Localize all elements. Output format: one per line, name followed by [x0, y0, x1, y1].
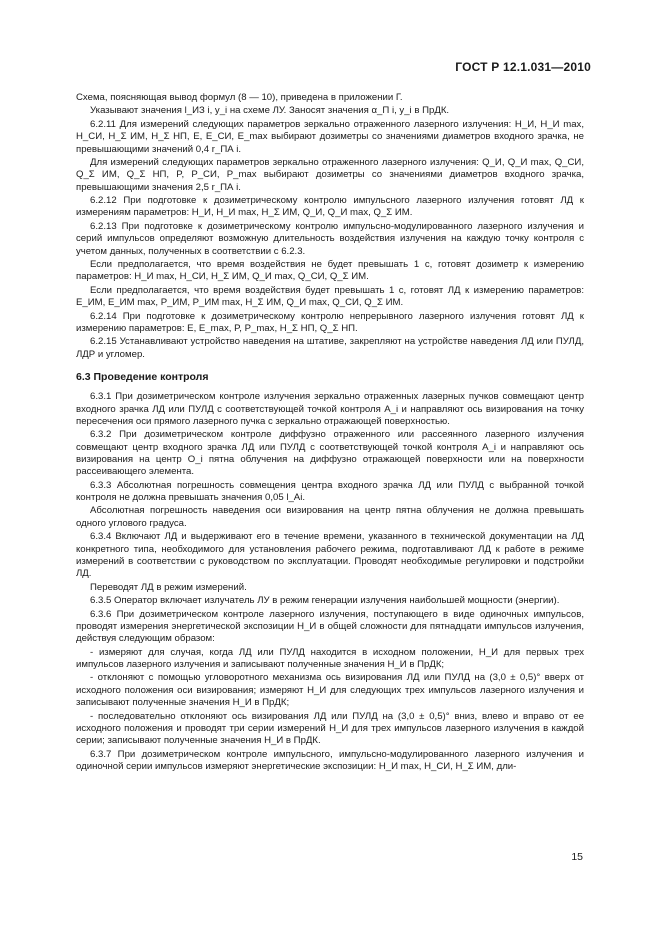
section-heading: 6.3 Проведение контроля [76, 370, 209, 383]
list-item: - измеряют для случая, когда ЛД или ПУЛД находится в исходном положении, H_И для первых трех импульсов лазерного излучения и записывают полученные значения H_И в ПрДК; [76, 646, 584, 670]
document-id: ГОСТ Р 12.1.031—2010 [455, 60, 591, 74]
list-item: - последовательно отклоняют ось визирования ЛД или ПУЛД на (3,0 ± 0,5)° вниз, влево и вправо от ее исходного положения и проводят три серии измерений H_И для трех импульсов лазерного излучения в каждой серии; записывают полученные значения H_И в ПрДК. [76, 710, 584, 747]
paragraph: Переводят ЛД в режим измерений. [90, 581, 247, 593]
paragraph: 6.3.2 При дозиметрическом контроле диффузно отраженного или рассеянного лазерного излучения совмещают центр входного зрачка ЛД или ПУЛД с соответствующей точкой контроля A_i и направляют ось визирования на центр O_i пятна облучения на диффузно отражающей поверхности или на поверхности рассеивающего элемента. [76, 429, 584, 478]
paragraph: 6.2.12 При подготовке к дозиметрическому контролю импульсного лазерного излучения готовят ЛД к измерениям параметров: H_И, H_И max, H_Σ ИМ, Q_И, Q_И max, Q_Σ ИМ. [76, 195, 584, 219]
paragraph: Абсолютная погрешность наведения оси визирования на центр пятна облучения не должна превышать одного углового градуса. [76, 505, 584, 529]
paragraph: 6.2.15 Устанавливают устройство наведения на штативе, закрепляют на устройстве наведения ЛД или ПУЛД, ЛДР и угломер. [76, 336, 584, 360]
page-body [76, 92, 584, 774]
paragraph: Для измерений следующих параметров зеркально отраженного лазерного излучения: Q_И, Q_И max, Q_СИ, Q_Σ ИМ, Q_Σ НП, P, P_СИ, P_max выбирают дозиметры со значениями диаметров входного зрачка, превышающими значения 2,5 r_ПА i. [76, 157, 584, 193]
paragraph: 6.3.5 Оператор включает излучатель ЛУ в режим генерации излучения наибольшей мощности (энергии). [90, 595, 560, 607]
paragraph: 6.2.14 При подготовке к дозиметрическому контролю непрерывного лазерного излучения готовят ЛД к измерению параметров: E, E_max, P, P_max, H_Σ НП, Q_Σ НП. [76, 310, 584, 334]
paragraph: 6.2.13 При подготовке к дозиметрическому контролю импульсно-модулированного лазерного излучения и серий импульсов определяют возможную длительность воздействия излучения на каждую точку контроля с учетом данных, полученных в соответствии с 6.2.3. [76, 220, 584, 257]
list-item: - отклоняют с помощью угловоротного механизма ось визирования ЛД или ПУЛД на (3,0 ± 0,5)° вверх от исходного положения оси визирования; измеряют H_И для следующих трех импульсов лазерного излучения и записывают полученные значения H_И в ПрДК; [76, 672, 584, 709]
paragraph: Схема, поясняющая вывод формул (8 — 10), приведена в приложении Г. [76, 92, 403, 103]
paragraph: Указывают значения l_ИЗ i, y_i на схеме ЛУ. Заносят значения α_П i, y_i в ПрДК. [90, 105, 450, 117]
paragraph: 6.2.11 Для измерений следующих параметров зеркально отраженного лазерного излучения: H_И, H_И max, H_СИ, H_Σ ИМ, H_Σ НП, E, E_СИ, E_max выбирают дозиметры со значениями диаметров входного зрачка, не превышающими значений 0,4 r_ПА i. [76, 118, 584, 155]
paragraph: 6.3.1 При дозиметрическом контроле излучения зеркально отраженных лазерных пучков совмещают центр входного зрачка ЛД или ПУЛД с соответствующей точкой контроля A_i и направляют ось визирования на точку пересечения оси прямого лазерного пучка с зеркально отражающей поверхностью. [76, 391, 584, 427]
paragraph: Если предполагается, что время воздействия будет превышать 1 с, готовят ЛД к измерению параметров: E_ИМ, E_ИМ max, P_ИМ, P_ИМ max, H_Σ ИМ, Q_И max, Q_СИ, Q_Σ ИМ. [76, 284, 584, 309]
paragraph: 6.3.6 При дозиметрическом контроле лазерного излучения, поступающего в виде одиночных импульсов, проводят измерения энергетической экспозиции H_И в общей сложности для пятнадцати импульсов излучения, действуя следующим образом: [76, 608, 584, 645]
paragraph: Если предполагается, что время воздействия не будет превышать 1 с, готовят дозиметр к измерению параметров: H_И max, H_СИ, H_Σ ИМ, Q_И max, Q_СИ, Q_Σ ИМ. [76, 258, 584, 283]
paragraph: 6.3.3 Абсолютная погрешность совмещения центра входного зрачка ЛД или ПУЛД с выбранной точкой контроля не должна превышать значения 0,05 l_Ai. [76, 479, 584, 503]
page-number: 15 [571, 851, 583, 863]
document-header [455, 60, 591, 74]
paragraph: 6.3.4 Включают ЛД и выдерживают его в течение времени, указанного в технической документации на ЛД конкретного типа, необходимого для установления рабочего режима, подготавливают ЛД к работе в режиме измерений в соответствии с руководством по эксплуатации. Проводят необходимые регулировки и подстройки ЛД. [76, 531, 584, 580]
paragraph: 6.3.7 При дозиметрическом контроле импульсного, импульсно-модулированного лазерного излучения и одиночной серии импульсов измеряют энергетические экспозиции: H_И max, H_СИ, H_Σ ИМ, дли- [76, 748, 584, 772]
